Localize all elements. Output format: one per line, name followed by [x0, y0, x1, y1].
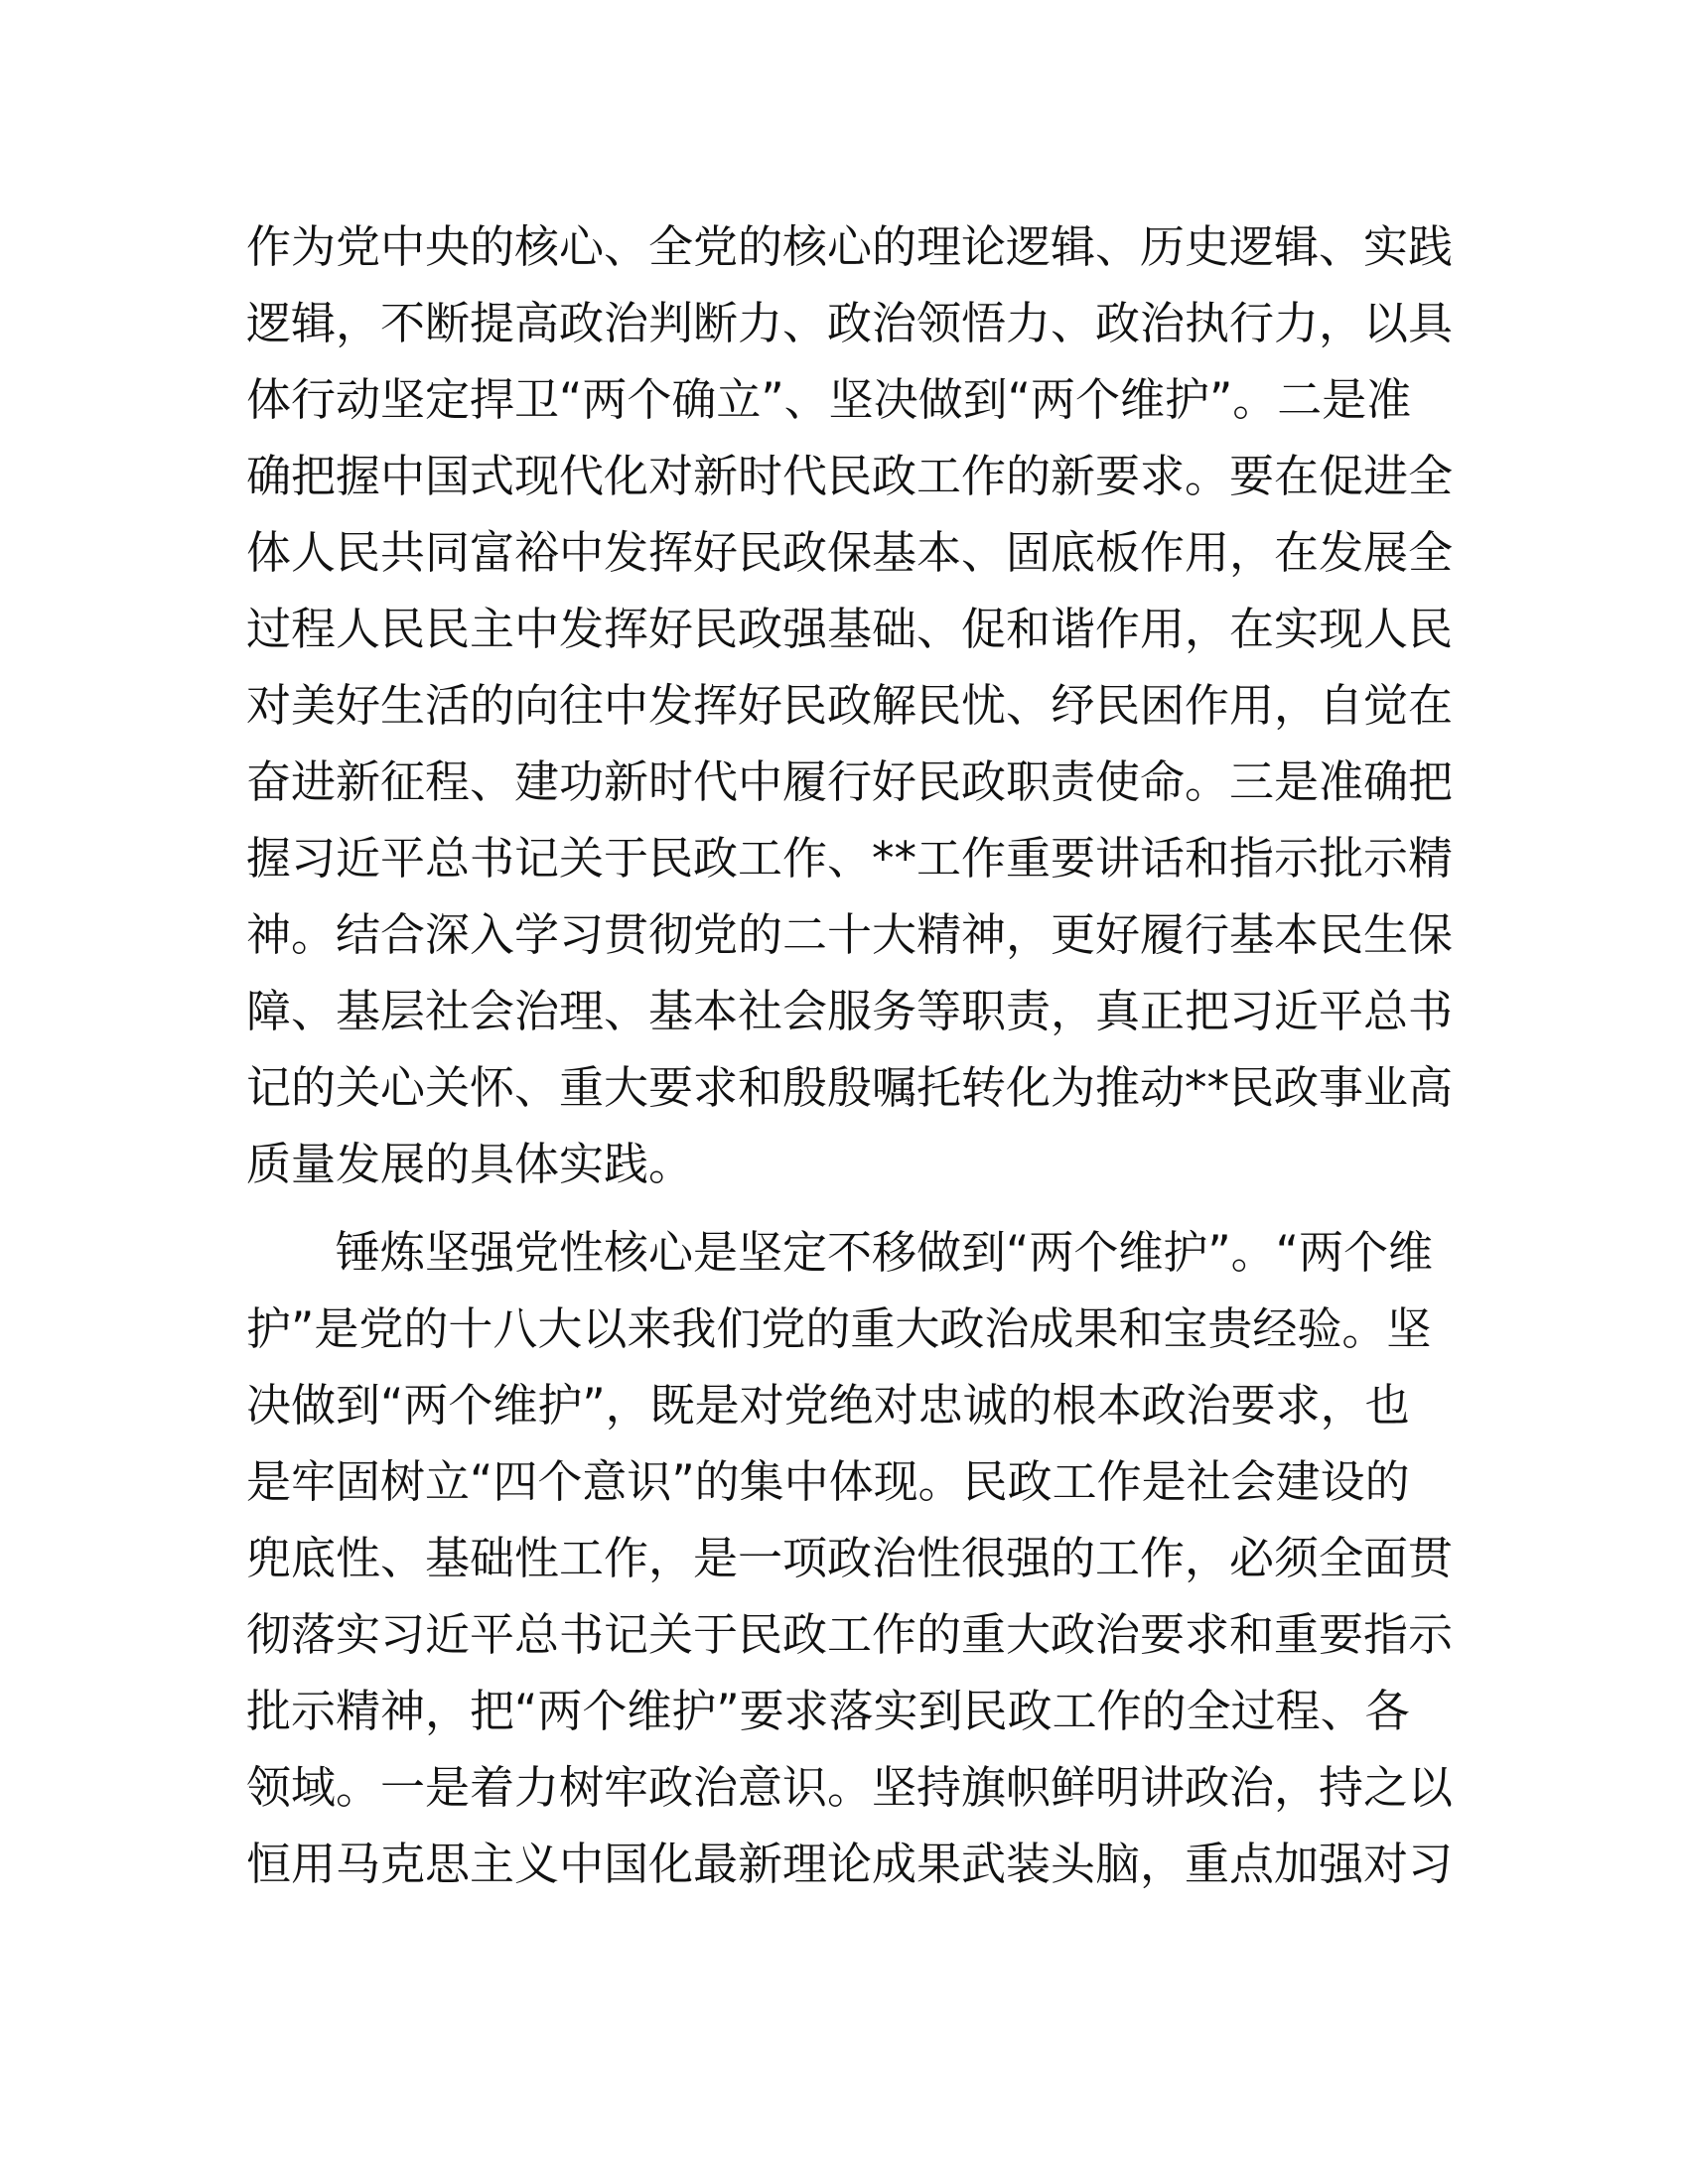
text-line: 对美好生活的向往中发挥好民政解民忧、纾民困作用，自觉在	[246, 679, 1454, 732]
text-line: 体人民共同富裕中发挥好民政保基本、固底板作用，在发展全	[246, 526, 1454, 579]
text-line: 确把握中国式现代化对新时代民政工作的新要求。要在促进全	[246, 450, 1454, 502]
text-line: 兜底性、基础性工作，是一项政治性很强的工作，必须全面贯	[246, 1532, 1454, 1584]
text-line: 过程人民民主中发挥好民政强基础、促和谐作用，在实现人民	[246, 603, 1454, 655]
text-line: 质量发展的具体实践。	[246, 1138, 694, 1190]
text-line: 奋进新征程、建功新时代中履行好民政职责使命。三是准确把	[246, 755, 1454, 808]
text-line: 锤炼坚强党性核心是坚定不移做到“两个维护”。“两个维	[246, 1226, 1433, 1279]
text-line: 是牢固树立“四个意识”的集中体现。民政工作是社会建设的	[246, 1455, 1410, 1508]
paragraph-1	[246, 208, 1454, 1202]
text-line: 神。结合深入学习贯彻党的二十大精神，更好履行基本民生保	[246, 908, 1454, 961]
text-line: 恒用马克思主义中国化最新理论成果武装头脑，重点加强对习	[246, 1838, 1454, 1890]
text-line: 逻辑，不断提高政治判断力、政治领悟力、政治执行力，以具	[246, 297, 1454, 349]
text-line: 领域。一是着力树牢政治意识。坚持旗帜鲜明讲政治，持之以	[246, 1761, 1454, 1814]
text-line: 障、基层社会治理、基本社会服务等职责，真正把习近平总书	[246, 985, 1454, 1037]
text-line: 彻落实习近平总书记关于民政工作的重大政治要求和重要指示	[246, 1608, 1454, 1661]
text-line: 握习近平总书记关于民政工作、**工作重要讲话和指示批示精	[246, 832, 1454, 885]
text-line: 作为党中央的核心、全党的核心的理论逻辑、历史逻辑、实践	[246, 220, 1454, 273]
paragraph-2	[246, 1214, 1454, 1902]
text-line: 批示精神，把“两个维护”要求落实到民政工作的全过程、各	[246, 1685, 1410, 1737]
text-line: 护”是党的十八大以来我们党的重大政治成果和宝贵经验。坚	[246, 1302, 1432, 1355]
text-line: 决做到“两个维护”，既是对党绝对忠诚的根本政治要求，也	[246, 1379, 1410, 1432]
text-line: 记的关心关怀、重大要求和殷殷嘱托转化为推动**民政事业高	[246, 1061, 1454, 1114]
text-line: 体行动坚定捍卫“两个确立”、坚决做到“两个维护”。二是准	[246, 373, 1412, 426]
